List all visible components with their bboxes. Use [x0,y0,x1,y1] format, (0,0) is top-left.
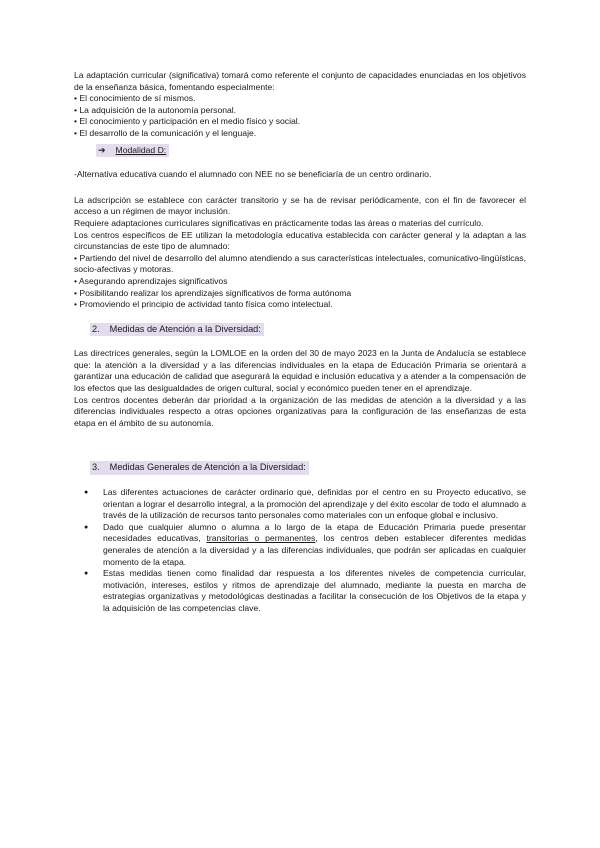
section-3-number: 3. [92,462,100,473]
intro-item: • El desarrollo de la comunicación y el lenguaje. [74,127,257,138]
section-2-heading [90,323,526,337]
section-3-highlight [90,461,309,475]
arrow-right-icon: ➔ [98,144,106,155]
modalidad-item: • Partiendo del nivel de desarrollo del alumno atendiendo a sus características intelectuales, comunicativo-lingüísticas, socio-afectivas y motoras. [74,252,526,275]
modalidad-item: • Asegurando aprendizajes significativos [74,275,228,286]
intro-item: • La adquisición de la autonomía personal. [74,104,237,115]
bullet-text: , los centros deben establecer diferentes medidas generales de atención a la diversidad y a las diferencias individuales, que podrán ser aplicadas en cualquier momento de la etapa. [103,533,526,567]
section-3-list [74,487,526,615]
section-2-title: Medidas de Atención a la Diversidad: [109,323,261,334]
section-3-heading [90,461,526,475]
list-item [103,522,526,568]
list-item: ● Las diferentes actuaciones de carácter ordinario que, definidas por el centro en su Proyecto educativo, se orientan a lograr el desarrollo integral, a la promoción del aprendizaje y del éxito escolar de todo el alumnado a través de la utilización de recursos tanto personales como materiales con un enfoque global e inclusivo. [103,487,526,522]
section-2-paragraph: Los centros docentes deberán dar prioridad a la organización de las medidas de atención a la diversidad y a las diferencias individuales respecto a otras opciones organizativas para la configuración de las enseñanzas de esta etapa en el ámbito de su autonomía. [74,394,526,428]
modalidad-paragraph: Los centros específicos de EE utilizan la metodología educativa establecida con carácter general y la adaptan a las circunstancias de este tipo de alumnado: [74,229,526,252]
section-2-highlight [90,323,264,337]
intro-item: • El conocimiento y participación en el medio físico y social. [74,116,301,127]
document-page [74,70,526,615]
bullet-text: Dado que cualquier alumno o alumna a lo largo de la etapa de Educación Primaria puede presentar necesidades educativas, [103,521,526,544]
modalidad-paragraph: La adscripción se establece con carácter transitorio y se ha de revisar periódicamente, con el fin de favorecer el acceso a un régimen de mayor inclusión. [74,194,526,217]
modalidad-line: -Alternativa educativa cuando el alumnado con NEE no se beneficiaría de un centro ordinario. [74,169,432,180]
modalidad-paragraph: Requiere adaptaciones curriculares significativas en prácticamente todas las áreas o materias del currículo. [74,217,484,228]
modalidad-item: • Promoviendo el principio de actividad tanto física como intelectual. [74,299,333,310]
section-2-number: 2. [92,323,100,334]
intro-item: • El conocimiento de sí mismos. [74,93,196,104]
intro-paragraph: La adaptación curricular (significativa) tomará como referente el conjunto de capacidades enunciadas en los objetivos de la enseñanza básica, fomentando especialmente: [74,70,526,92]
modalidad-title: Modalidad D: [115,144,167,155]
section-3-title: Medidas Generales de Atención a la Diversidad: [109,462,306,473]
modalidad-item: • Posibilitando realizar los aprendizajes significativos de forma autónoma [74,287,352,298]
section-2-paragraph: Las directrices generales, según la LOMLOE en la orden del 30 de mayo 2023 en la Junta de Andalucía se establece que: la atención a la diversidad y a las diferencias individuales en la etapa de Educación Primaria se orientará a garantizar una educación de calidad que asegurará la equidad e inclusión educativa y a atender a la compensación de los efectos que las desigualdades de origen cultural, social y económico pueden tener en el aprendizaje. [74,348,526,394]
modalidad-heading [96,144,526,158]
underlined-text: transitorias o permanentes [206,533,316,544]
list-item: ● Estas medidas tienen como finalidad dar respuesta a los diferentes niveles de competencia curricular, motivación, intereses, estilos y ritmos de aprendizaje del alumnado, mediante la puesta en marcha de estrategias organizativas y metodológicas destinadas a facilitar la consecución de los Objetivos de la etapa y la adquisición de las competencias clave. [103,568,526,614]
modalidad-highlight [96,144,169,158]
